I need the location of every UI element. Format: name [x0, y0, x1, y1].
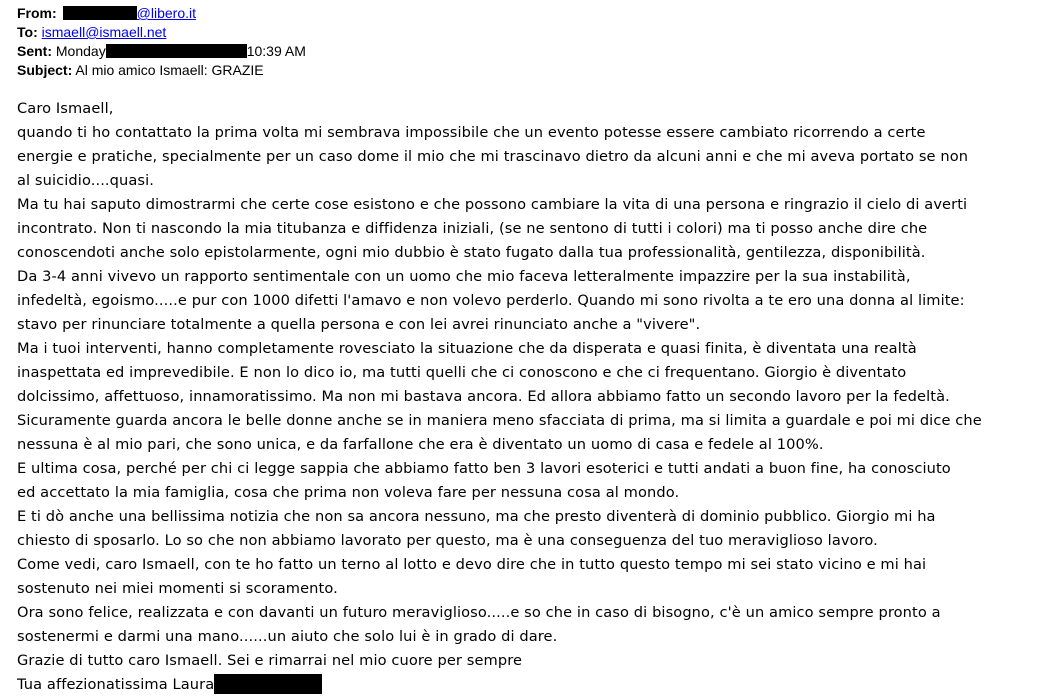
body-line: chiesto di sposarlo. Lo so che non abbiamo lavorato per questo, ma è una conseguenza del tuo meraviglioso lavoro. — [17, 532, 878, 549]
redacted-block — [63, 6, 137, 20]
redacted-block — [106, 44, 247, 58]
body-line: nessuna è al mio pari, che sono unica, e da farfallone che era è diventato un uomo di casa e fedele al 100%. — [17, 436, 824, 453]
body-line: energie e pratiche, specialmente per un caso dome il mio che mi trascinavo dietro da alcuni anni e che mi aveva portato se non — [17, 148, 969, 165]
body-line: quando ti ho contattato la prima volta mi sembrava impossibile che un evento potesse essere cambiato ricorrendo a certe — [17, 124, 926, 141]
body-line: dolcissimo, affettuoso, innamoratissimo. Ma non mi bastava ancora. Ed allora abbiamo fatto un secondo lavoro per la fedeltà. — [17, 388, 950, 405]
redacted-block — [214, 674, 322, 694]
body-line: Ma tu hai saputo dimostrarmi che certe cose esistono e che possono cambiare la vita di una persona e ringrazio il cielo di averti — [17, 196, 968, 213]
subject-value: Al mio amico Ismaell: GRAZIE — [75, 62, 264, 78]
signature-line — [17, 673, 1053, 697]
body-line: infedeltà, egoismo.....e pur con 1000 difetti l'amavo e non volevo perderlo. Quando mi sono rivolta a te ero una donna al limite: — [17, 292, 965, 309]
subject-row — [17, 61, 306, 80]
sent-row — [17, 42, 306, 61]
body-line: Ma i tuoi interventi, hanno completamente rovesciato la situazione che da disperata e quasi finita, è diventata una realtà — [17, 340, 917, 357]
to-label: To: — [17, 24, 38, 40]
body-line: Caro Ismaell, — [17, 100, 114, 117]
body-line: sostenuto nei miei momenti si scoramento. — [17, 580, 338, 597]
to-address-link[interactable]: ismaell@ismaell.net — [41, 24, 167, 40]
body-line: ed accettato la mia famiglia, cosa che prima non voleva fare per nessuna cosa al mondo. — [17, 484, 680, 501]
sent-day: Monday — [55, 43, 106, 59]
email-header — [17, 4, 306, 80]
from-address-link[interactable]: @libero.it — [136, 5, 197, 21]
subject-label: Subject: — [17, 62, 73, 78]
body-line: Sicuramente guarda ancora le belle donne anche se in maniera meno sfacciata di prima, ma si limita a guardale e poi mi dice che — [17, 412, 982, 429]
body-line: Ora sono felice, realizzata e con davanti un futuro meraviglioso.....e so che in caso di bisogno, c'è un amico sempre pronto a — [17, 604, 941, 621]
from-label: From: — [17, 5, 57, 21]
body-line: stavo per rinunciare totalmente a quella persona e con lei avrei rinunciato anche a "vivere". — [17, 316, 701, 333]
body-line: incontrato. Non ti nascondo la mia titubanza e diffidenza iniziali, (se ne sentono di tutti i colori) ma ti posso anche dire che — [17, 220, 928, 237]
body-line: Come vedi, caro Ismaell, con te ho fatto un terno al lotto e devo dire che in tutto questo tempo mi sei stato vicino e mi hai — [17, 556, 927, 573]
sent-time: 10:39 AM — [246, 43, 306, 59]
body-line: E ti dò anche una bellissima notizia che non sa ancora nessuno, ma che presto diventerà di dominio pubblico. Giorgio mi ha — [17, 508, 936, 525]
body-line: Grazie di tutto caro Ismaell. Sei e rimarrai nel mio cuore per sempre — [17, 652, 523, 669]
body-line: Da 3-4 anni vivevo un rapporto sentimentale con un uomo che mio faceva letteralmente impazzire per la sua instabilità, — [17, 268, 911, 285]
body-line: inaspettata ed imprevedibile. E non lo dico io, ma tutti quelli che ci conoscono e che ci frequentano. Giorgio è diventato — [17, 364, 907, 381]
from-row — [17, 4, 306, 23]
body-line: conoscendoti anche solo epistolarmente, ogni mio dubbio è stato fugato dalla tua professionalità, gentilezza, disponibilità. — [17, 244, 926, 261]
to-row — [17, 23, 306, 42]
body-line: sostenermi e darmi una mano......un aiuto che solo lui è in grado di dare. — [17, 628, 558, 645]
signature-text: Tua affezionatissima Laura — [17, 676, 215, 693]
email-body — [17, 97, 1053, 697]
sent-label: Sent: — [17, 43, 52, 59]
body-line: E ultima cosa, perché per chi ci legge sappia che abbiamo fatto ben 3 lavori esoterici e tutti andati a buon fine, ha conosciuto — [17, 460, 951, 477]
body-line: al suicidio....quasi. — [17, 172, 155, 189]
